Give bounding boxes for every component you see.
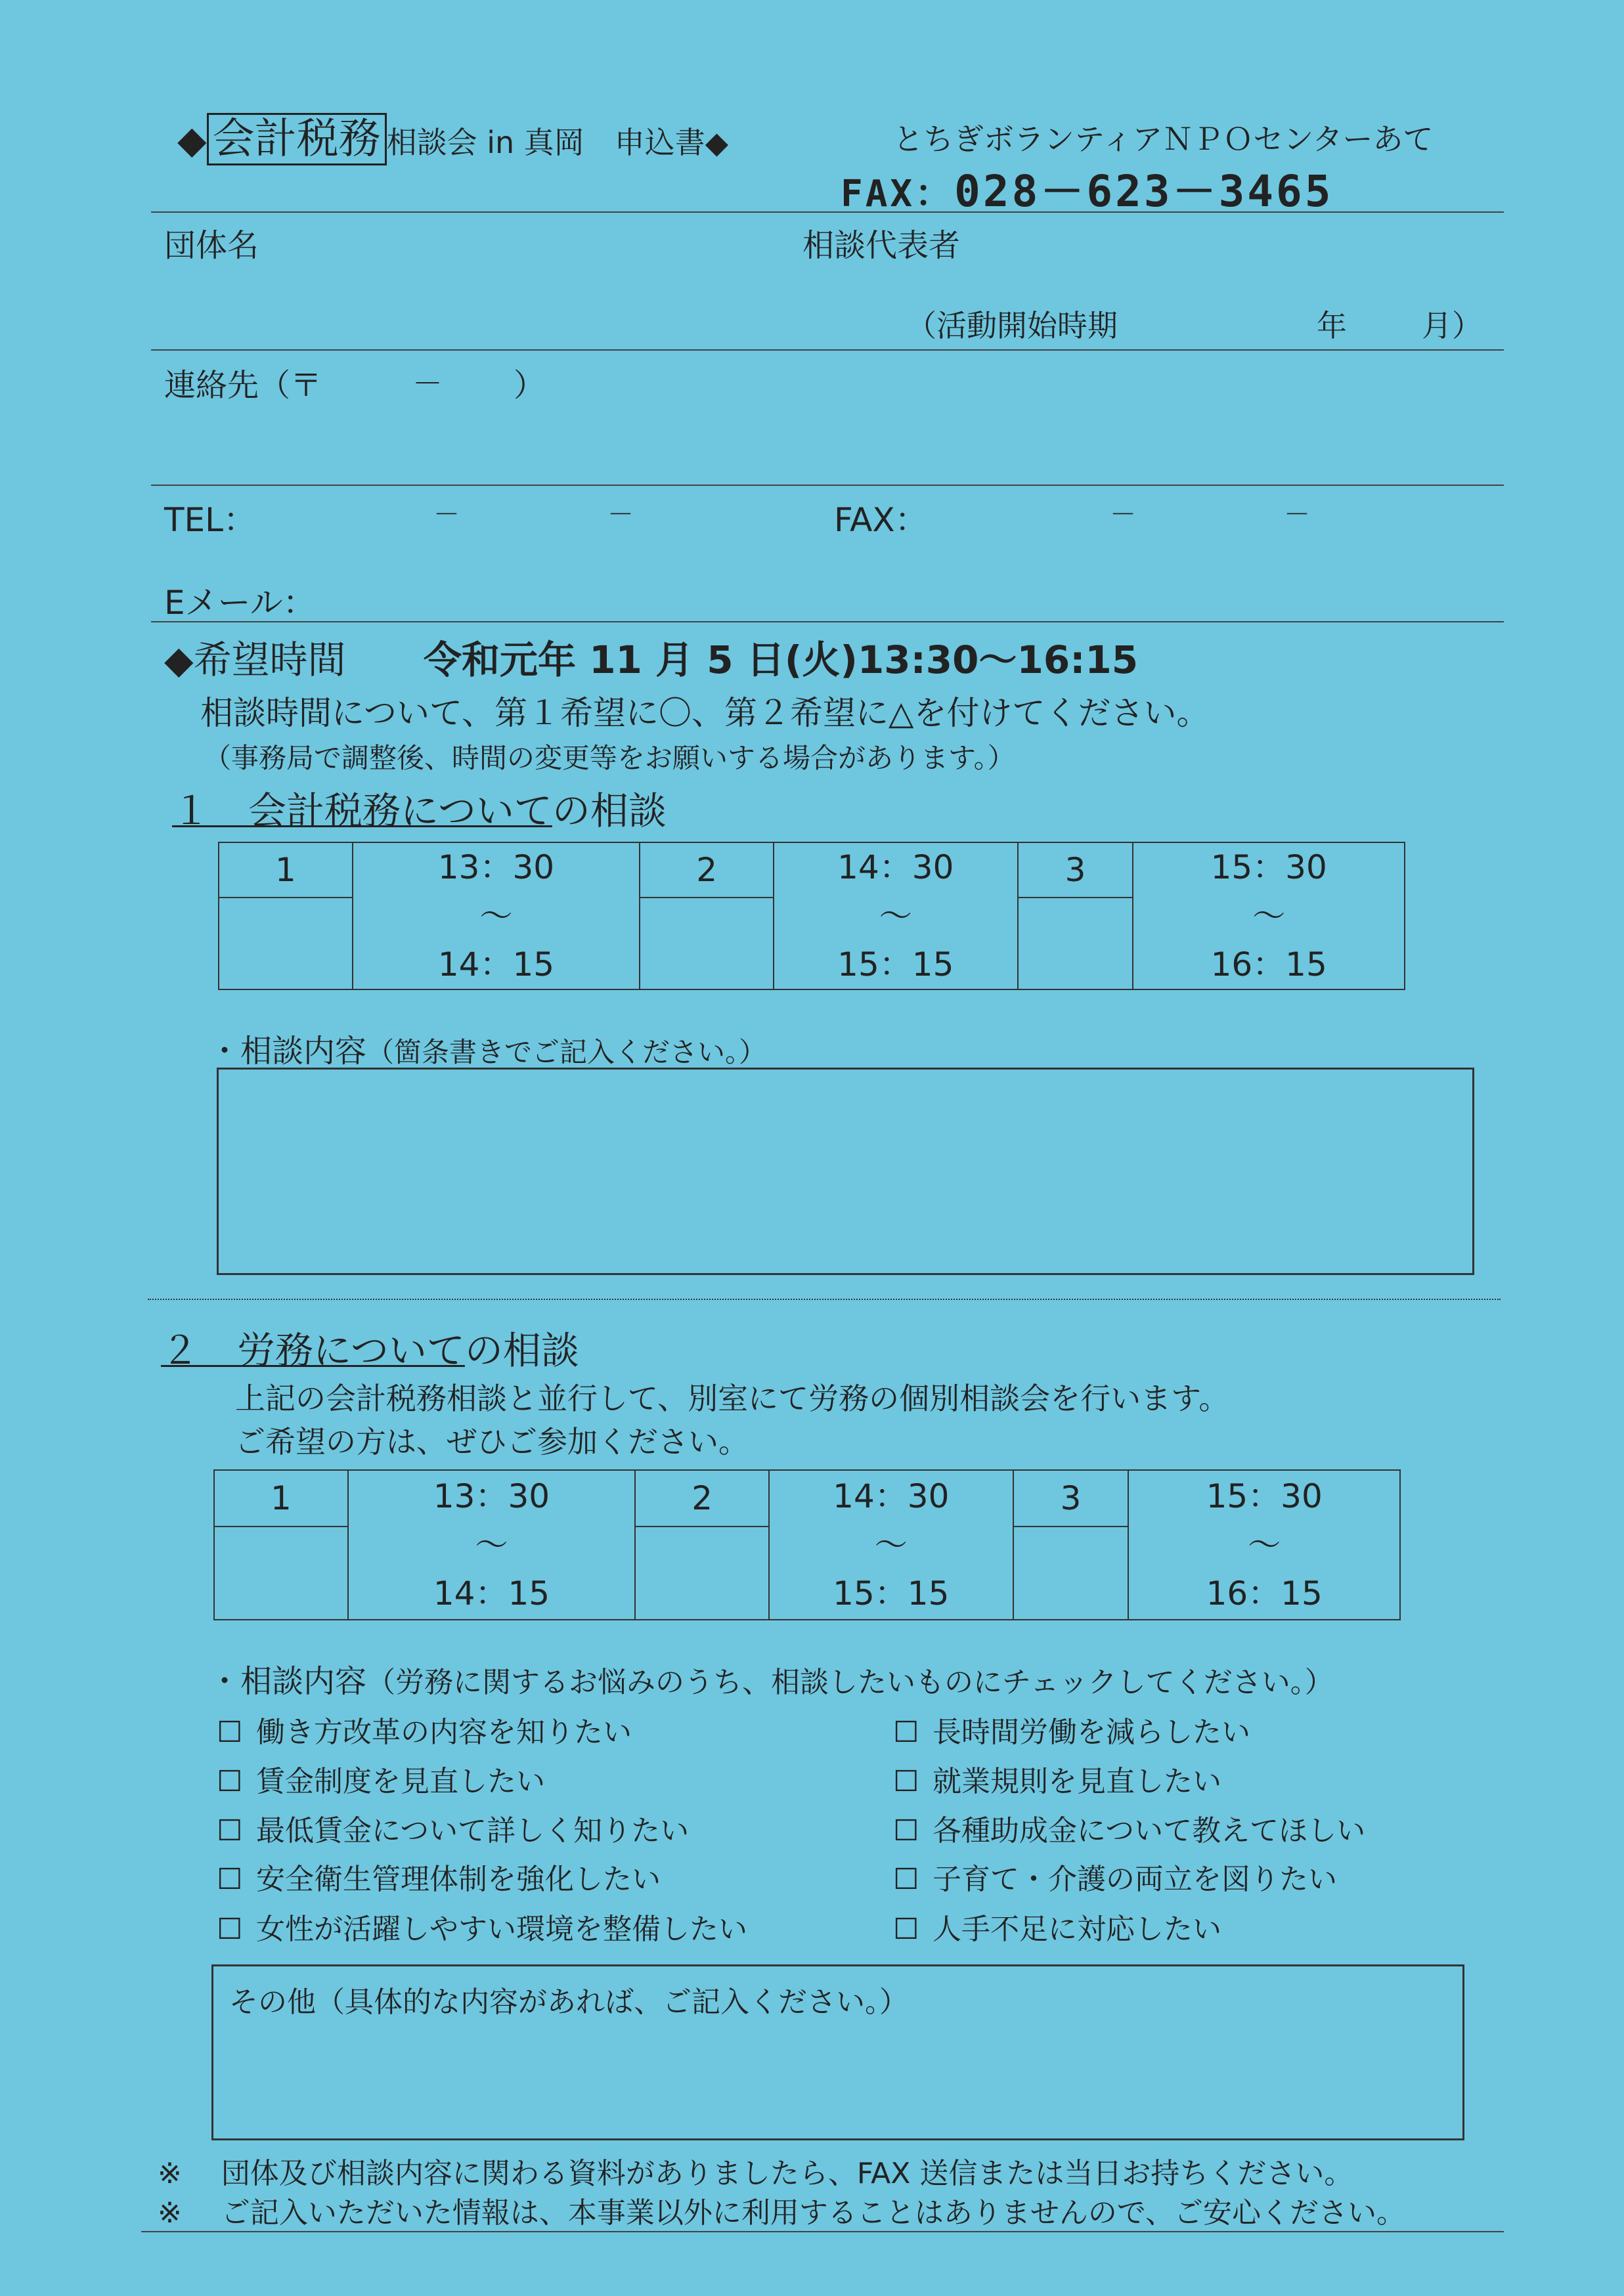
- section1-slot-table: [218, 842, 1405, 990]
- section1-num: １: [172, 789, 211, 833]
- slot-mark-cell[interactable]: [214, 1527, 348, 1620]
- content-label: ・相談内容: [209, 1033, 367, 1070]
- section1-heading-rest: の相談: [552, 789, 667, 833]
- check-label: 人手不足に対応したい: [933, 1913, 1221, 1946]
- slot-mark-cell[interactable]: [219, 898, 353, 989]
- time-slot[interactable]: [1128, 1470, 1400, 1620]
- check-item[interactable]: [217, 1855, 661, 1897]
- note-mark: ※: [158, 2157, 182, 2190]
- slot-number-cell: 3: [1013, 1470, 1129, 1527]
- check-item[interactable]: [217, 1807, 689, 1849]
- slot-tilde: ～: [874, 1526, 908, 1564]
- check-item[interactable]: [893, 1855, 1337, 1897]
- content-note: （箇条書きでご記入ください。）: [366, 1036, 767, 1068]
- slot-number-cell: 1: [214, 1470, 348, 1527]
- slot-end: 15：15: [833, 1574, 950, 1613]
- time-slot[interactable]: [348, 1470, 636, 1620]
- slot-number-cell: 1: [219, 842, 353, 898]
- title-diamond: ◆: [177, 118, 207, 162]
- divider: [151, 485, 1504, 486]
- check-label: 女性が活躍しやすい環境を整備したい: [256, 1913, 747, 1946]
- section2-desc1: 上記の会計税務相談と並行して、別室にて労務の個別相談会を行います。: [235, 1381, 1229, 1416]
- slot-number-cell: 2: [640, 842, 774, 898]
- schedule-note: （事務局で調整後、時間の変更等をお願いする場合があります。）: [204, 742, 1015, 774]
- section1-heading-underlined: 会計税務について: [248, 789, 552, 833]
- slot-tilde: ～: [479, 897, 513, 935]
- slot-tilde: ～: [1252, 897, 1286, 935]
- note-text: ご記入いただいた情報は、本事業以外に利用することはありませんので、ご安心ください。: [221, 2196, 1405, 2230]
- other-label: その他（具体的な内容があれば、ご記入ください。）: [229, 1985, 908, 2019]
- check-label: 働き方改革の内容を知りたい: [256, 1716, 632, 1749]
- check-label: 子育て・介護の両立を図りたい: [933, 1863, 1337, 1896]
- section1-content-box[interactable]: [217, 1068, 1474, 1275]
- checkbox-icon[interactable]: ☐: [893, 1814, 919, 1848]
- slot-number-cell: 2: [635, 1470, 769, 1527]
- check-item[interactable]: [217, 1758, 545, 1800]
- slot-mark-cell[interactable]: [640, 898, 774, 989]
- start-period-label: （活動開始時期: [906, 308, 1118, 343]
- fax-label: FAX：: [834, 501, 928, 539]
- section1-heading: [172, 780, 667, 835]
- slot-end: 16：15: [1206, 1574, 1323, 1613]
- content-note: （労務に関するお悩みのうち、相談したいものにチェックしてください。）: [366, 1666, 1334, 1699]
- slot-start: 15：30: [1206, 1477, 1323, 1515]
- contact-close: ）: [514, 367, 546, 404]
- rep-label: 相談代表者: [802, 227, 961, 264]
- checkbox-icon[interactable]: ☐: [893, 1863, 919, 1896]
- slot-start: 14：30: [837, 848, 954, 886]
- slot-number-cell: 3: [1018, 842, 1133, 898]
- check-label: 長時間労働を減らしたい: [933, 1716, 1250, 1749]
- schedule-instruction: 相談時間について、第１希望に〇、第２希望に△を付けてください。: [200, 694, 1210, 732]
- section2-heading-rest: の相談: [464, 1328, 579, 1373]
- slot-end: 15：15: [837, 945, 954, 984]
- check-item[interactable]: [893, 1807, 1365, 1849]
- divider: [151, 621, 1504, 622]
- tel-label: TEL：: [164, 501, 256, 539]
- content-label: ・相談内容: [209, 1663, 367, 1700]
- checkbox-icon[interactable]: ☐: [217, 1863, 243, 1896]
- contact-label: 連絡先（〒: [164, 367, 322, 404]
- section2-slot-table: [213, 1469, 1401, 1620]
- checkbox-icon[interactable]: ☐: [893, 1913, 919, 1946]
- divider: [151, 349, 1504, 351]
- addressee: とちぎボランティアＮＰＯセンターあて: [893, 121, 1434, 157]
- other-content-box[interactable]: [211, 1964, 1464, 2140]
- checkbox-icon[interactable]: ☐: [217, 1716, 243, 1749]
- slot-mark-cell[interactable]: [635, 1527, 769, 1620]
- slot-start: 14：30: [833, 1477, 950, 1515]
- year-label: 年: [1317, 308, 1347, 343]
- slot-start: 15：30: [1210, 848, 1327, 886]
- check-item[interactable]: [217, 1905, 747, 1947]
- tel-dash: －: [607, 500, 634, 530]
- footer-note: [158, 2189, 1405, 2231]
- checkbox-icon[interactable]: ☐: [893, 1716, 919, 1749]
- note-mark: ※: [158, 2196, 182, 2230]
- check-label: 賃金制度を見直したい: [256, 1765, 545, 1798]
- title-boxed: 会計税務: [207, 113, 387, 165]
- check-item[interactable]: [893, 1905, 1221, 1947]
- section2-num: ２: [161, 1328, 200, 1373]
- schedule-date: 令和元年 11 月 5 日(火)13:30～16:15: [424, 638, 1139, 682]
- check-item[interactable]: [893, 1708, 1250, 1750]
- title-rest: 相談会 in 真岡 申込書◆: [386, 125, 729, 160]
- fax-header: [841, 156, 1334, 219]
- slot-tilde: ～: [1248, 1526, 1281, 1564]
- month-label: 月）: [1422, 308, 1482, 343]
- slot-end: 14：15: [433, 1574, 550, 1613]
- slot-end: 14：15: [437, 945, 555, 984]
- fax-header-label: FAX：: [841, 173, 955, 215]
- tel-dash: －: [433, 500, 460, 530]
- check-item[interactable]: [893, 1758, 1221, 1800]
- fax-header-number: 028－623－3465: [954, 166, 1334, 217]
- slot-start: 13：30: [433, 1477, 550, 1515]
- slot-tilde: ～: [475, 1526, 508, 1564]
- section2-heading: [161, 1320, 579, 1375]
- footer-note: [158, 2150, 1353, 2192]
- page-title: [177, 105, 728, 165]
- fax-dash: －: [1110, 500, 1136, 530]
- schedule-title: ◆希望時間: [164, 638, 346, 682]
- slot-start: 13：30: [437, 848, 555, 886]
- slot-mark-cell[interactable]: [1013, 1527, 1129, 1620]
- slot-tilde: ～: [879, 897, 912, 935]
- section1-content-label: [209, 1026, 766, 1071]
- email-label: Eメール：: [164, 584, 316, 622]
- check-label: 各種助成金について教えてほしい: [933, 1814, 1366, 1848]
- note-text: 団体及び相談内容に関わる資料がありましたら、FAX 送信または当日お持ちください。: [221, 2157, 1353, 2190]
- slot-mark-cell[interactable]: [1018, 898, 1133, 989]
- fax-dash: －: [1284, 500, 1310, 530]
- time-slot[interactable]: [774, 842, 1018, 989]
- checkbox-icon[interactable]: ☐: [217, 1913, 243, 1946]
- check-item[interactable]: [217, 1708, 632, 1750]
- postal-dash: －: [412, 366, 443, 401]
- slot-end: 16：15: [1210, 945, 1327, 984]
- section2-heading-underlined: 労務について: [237, 1328, 465, 1373]
- check-label: 最低賃金について詳しく知りたい: [256, 1814, 690, 1848]
- section2-content-label: [209, 1656, 1334, 1701]
- check-label: 安全衛生管理体制を強化したい: [256, 1863, 661, 1896]
- section2-desc2: ご希望の方は、ぜひご参加ください。: [235, 1424, 749, 1460]
- divider: [141, 2231, 1504, 2232]
- time-slot[interactable]: [353, 842, 640, 989]
- org-name-label: 団体名: [164, 227, 259, 264]
- check-label: 就業規則を見直したい: [933, 1765, 1221, 1798]
- time-slot[interactable]: [769, 1470, 1013, 1620]
- checkbox-icon[interactable]: ☐: [893, 1765, 919, 1798]
- checkbox-icon[interactable]: ☐: [217, 1814, 243, 1848]
- divider: [151, 211, 1504, 213]
- dotted-separator: [148, 1299, 1501, 1300]
- checkbox-icon[interactable]: ☐: [217, 1765, 243, 1798]
- time-slot[interactable]: [1133, 842, 1405, 989]
